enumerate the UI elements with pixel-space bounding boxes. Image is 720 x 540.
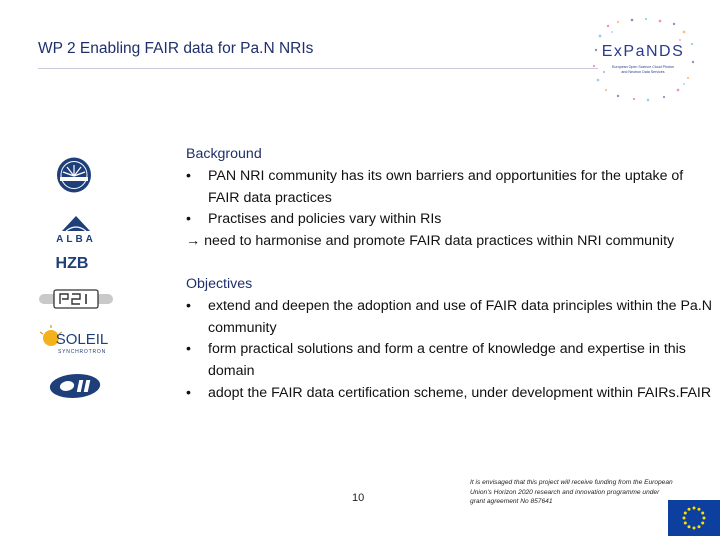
objectives-bullet-text: adopt the FAIR data certification scheme, under development within FAIRs.FAIR [208,384,712,401]
background-heading: Background [186,146,262,162]
background-conclusion-text: need to harmonise and promote FAIR data practices within NRI community [204,233,675,250]
objectives-bullet-text: form practical solutions and form a centre of knowledge and expertise in this domain [208,341,686,380]
objectives-bullet [186,296,714,340]
hzb-wordmark: HZB [55,255,89,272]
objectives-bullet-text: extend and deepen the adoption and use of FAIR data principles within the Pa.N community [208,297,713,336]
slide-body [186,144,714,405]
background-conclusion [186,231,714,253]
slide-title: WP 2 Enabling FAIR data for Pa.N NRIs [38,40,314,57]
bullet-icon: • [186,297,191,314]
partner-logos [30,150,130,410]
expands-tagline-2: and Neutron Data Services [621,70,665,74]
expands-tagline-1: European Open Science Cloud Photon [612,65,674,69]
alba-logo [44,214,108,244]
psi-logo [38,288,114,310]
background-bullet-text: PAN NRI community has its own barriers and opportunities for the uptake of FAIR data practices [208,167,684,206]
objectives-heading: Objectives [186,275,253,292]
alba-wordmark: ALBA [56,234,96,244]
soleil-wordmark: SOLEIL [55,331,109,348]
title-divider [38,68,598,69]
soleil-logo [38,324,118,356]
background-bullet [186,166,714,210]
background-bullet-text: Practises and policies vary within RIs [208,211,442,228]
esrf-logo [54,156,94,194]
objectives-bullet [186,339,714,383]
background-bullet [186,209,714,231]
arrow-right-icon: → [186,233,201,250]
page-number: 10 [352,492,365,504]
ill-logo [48,372,102,400]
eu-flag-icon [668,500,720,536]
funding-notice: It is envisaged that this project will receive funding from the European Union's Horizon 2020 research and innovation programme under grant agreement No 857641 [470,479,673,506]
bullet-icon: • [186,384,191,401]
expands-wordmark: ExPaNDS [601,43,685,60]
bullet-icon: • [186,167,191,184]
bullet-icon: • [186,211,191,228]
soleil-subtext: SYNCHROTRON [58,349,106,355]
hzb-logo [50,252,94,272]
bullet-icon: • [186,341,191,358]
objectives-bullet [186,383,714,405]
expands-logo [588,14,698,104]
